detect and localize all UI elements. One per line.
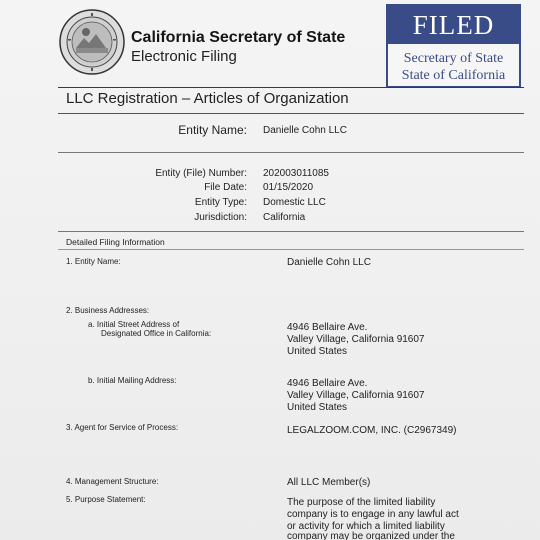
street-address-line2: Valley Village, California 91607 xyxy=(287,334,425,345)
detailed-filing-heading: Detailed Filing Information xyxy=(66,237,165,247)
item-initial-street-label-2: Designated Office in California: xyxy=(101,329,212,338)
filed-stamp-word: FILED xyxy=(388,6,519,44)
item-entity-name-value: Danielle Cohn LLC xyxy=(287,257,371,268)
item-agent-label: 3. Agent for Service of Process: xyxy=(66,423,179,432)
meta-value-entity-type: Domestic LLC xyxy=(263,197,326,208)
item-business-addresses-label: 2. Business Addresses: xyxy=(66,306,150,315)
item-entity-name-label: 1. Entity Name: xyxy=(66,257,121,266)
meta-value-file-number: 202003011085 xyxy=(263,168,329,179)
divider xyxy=(58,113,524,114)
filed-stamp-line1: Secretary of State xyxy=(403,51,504,66)
divider xyxy=(58,87,524,88)
item-management-value: All LLC Member(s) xyxy=(287,477,371,488)
item-purpose-label: 5. Purpose Statement: xyxy=(66,495,146,504)
entity-name-value: Danielle Cohn LLC xyxy=(263,125,347,136)
item-management-label: 4. Management Structure: xyxy=(66,477,159,486)
purpose-line3: or activity for which a limited liability xyxy=(287,521,445,532)
purpose-line1: The purpose of the limited liability xyxy=(287,497,436,508)
mailing-address-line3: United States xyxy=(287,402,348,413)
org-title: California Secretary of State xyxy=(131,29,346,46)
meta-label-jurisdiction: Jurisdiction: xyxy=(194,212,247,223)
street-address-line3: United States xyxy=(287,346,348,357)
org-subtitle: Electronic Filing xyxy=(131,48,237,65)
divider xyxy=(58,231,524,232)
filed-stamp xyxy=(386,4,521,88)
divider xyxy=(58,152,524,153)
meta-label-file-date: File Date: xyxy=(204,182,247,193)
meta-value-jurisdiction: California xyxy=(263,212,306,223)
meta-label-file-number: Entity (File) Number: xyxy=(155,168,247,179)
purpose-line4: company may be organized under the xyxy=(287,531,455,540)
item-agent-value: LEGALZOOM.COM, INC. (C2967349) xyxy=(287,425,457,436)
divider xyxy=(58,249,524,250)
mailing-address-line1: 4946 Bellaire Ave. xyxy=(287,378,368,389)
item-mailing-address-label: b. Initial Mailing Address: xyxy=(88,376,177,385)
street-address-line1: 4946 Bellaire Ave. xyxy=(287,322,368,333)
meta-label-entity-type: Entity Type: xyxy=(194,197,247,208)
purpose-line2: company is to engage in any lawful act xyxy=(287,509,459,520)
mailing-address-line2: Valley Village, California 91607 xyxy=(287,390,425,401)
entity-name-label: Entity Name: xyxy=(178,123,247,137)
california-state-seal-icon xyxy=(58,8,126,76)
document-title: LLC Registration – Articles of Organization xyxy=(66,90,349,107)
filed-stamp-line2: State of California xyxy=(401,68,506,83)
meta-value-file-date: 01/15/2020 xyxy=(263,182,314,193)
item-initial-street-label-1: a. Initial Street Address of xyxy=(88,320,180,329)
